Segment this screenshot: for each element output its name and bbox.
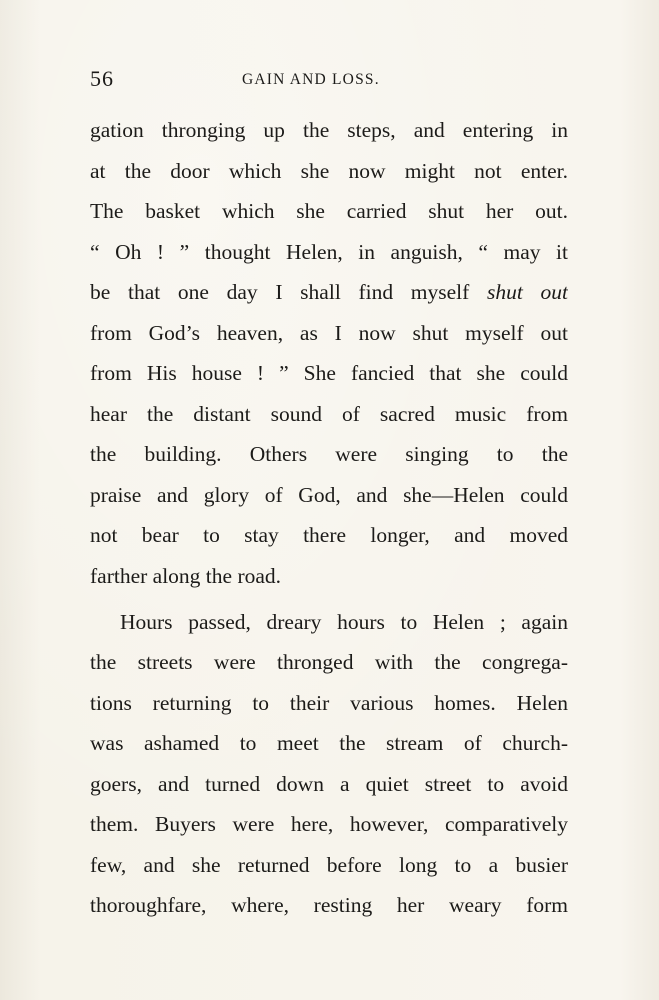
running-head: GAIN AND LOSS. [242,71,380,88]
text-run: be that one day I shall find myself [90,280,487,304]
text-line: the streets were thronged with the congrega- [90,650,568,674]
text-line: “ Oh ! ” thought Helen, in anguish, “ may it [90,239,568,264]
text-line: hear the distant sound of sacred music from [90,401,568,426]
text-line [90,277,568,318]
text-line: praise and glory of God, and she—Helen could [90,482,568,507]
emphasis-text: shut out [486,280,568,304]
text-line: tions returning to their various homes. Helen [90,690,568,715]
body-text [90,115,568,931]
text-line: at the door which she now might not enter. [90,158,568,183]
text-line: not bear to stay there longer, and moved [90,523,568,547]
paragraph-first-line: Hours passed, dreary hours to Helen ; again [120,609,568,634]
text-line: from God’s heaven, as I now shut myself out [90,320,568,345]
page-header [90,66,568,98]
text-line: farther along the road. [90,563,282,588]
text-line: from His house ! ” She fancied that she could [90,361,568,385]
text-line: the building. Others were singing to the [90,442,568,466]
text-line: thoroughfare, where, resting her weary form [90,893,568,917]
text-line: gation thronging up the steps, and entering in [90,118,568,142]
text-line: few, and she returned before long to a busier [90,852,568,877]
text-line: The basket which she carried shut her out. [90,199,568,223]
text-line: goers, and turned down a quiet street to avoid [90,771,568,796]
text-line: was ashamed to meet the stream of church- [90,731,568,755]
page-number: 56 [90,66,114,91]
text-line: them. Buyers were here, however, comparatively [90,812,568,836]
